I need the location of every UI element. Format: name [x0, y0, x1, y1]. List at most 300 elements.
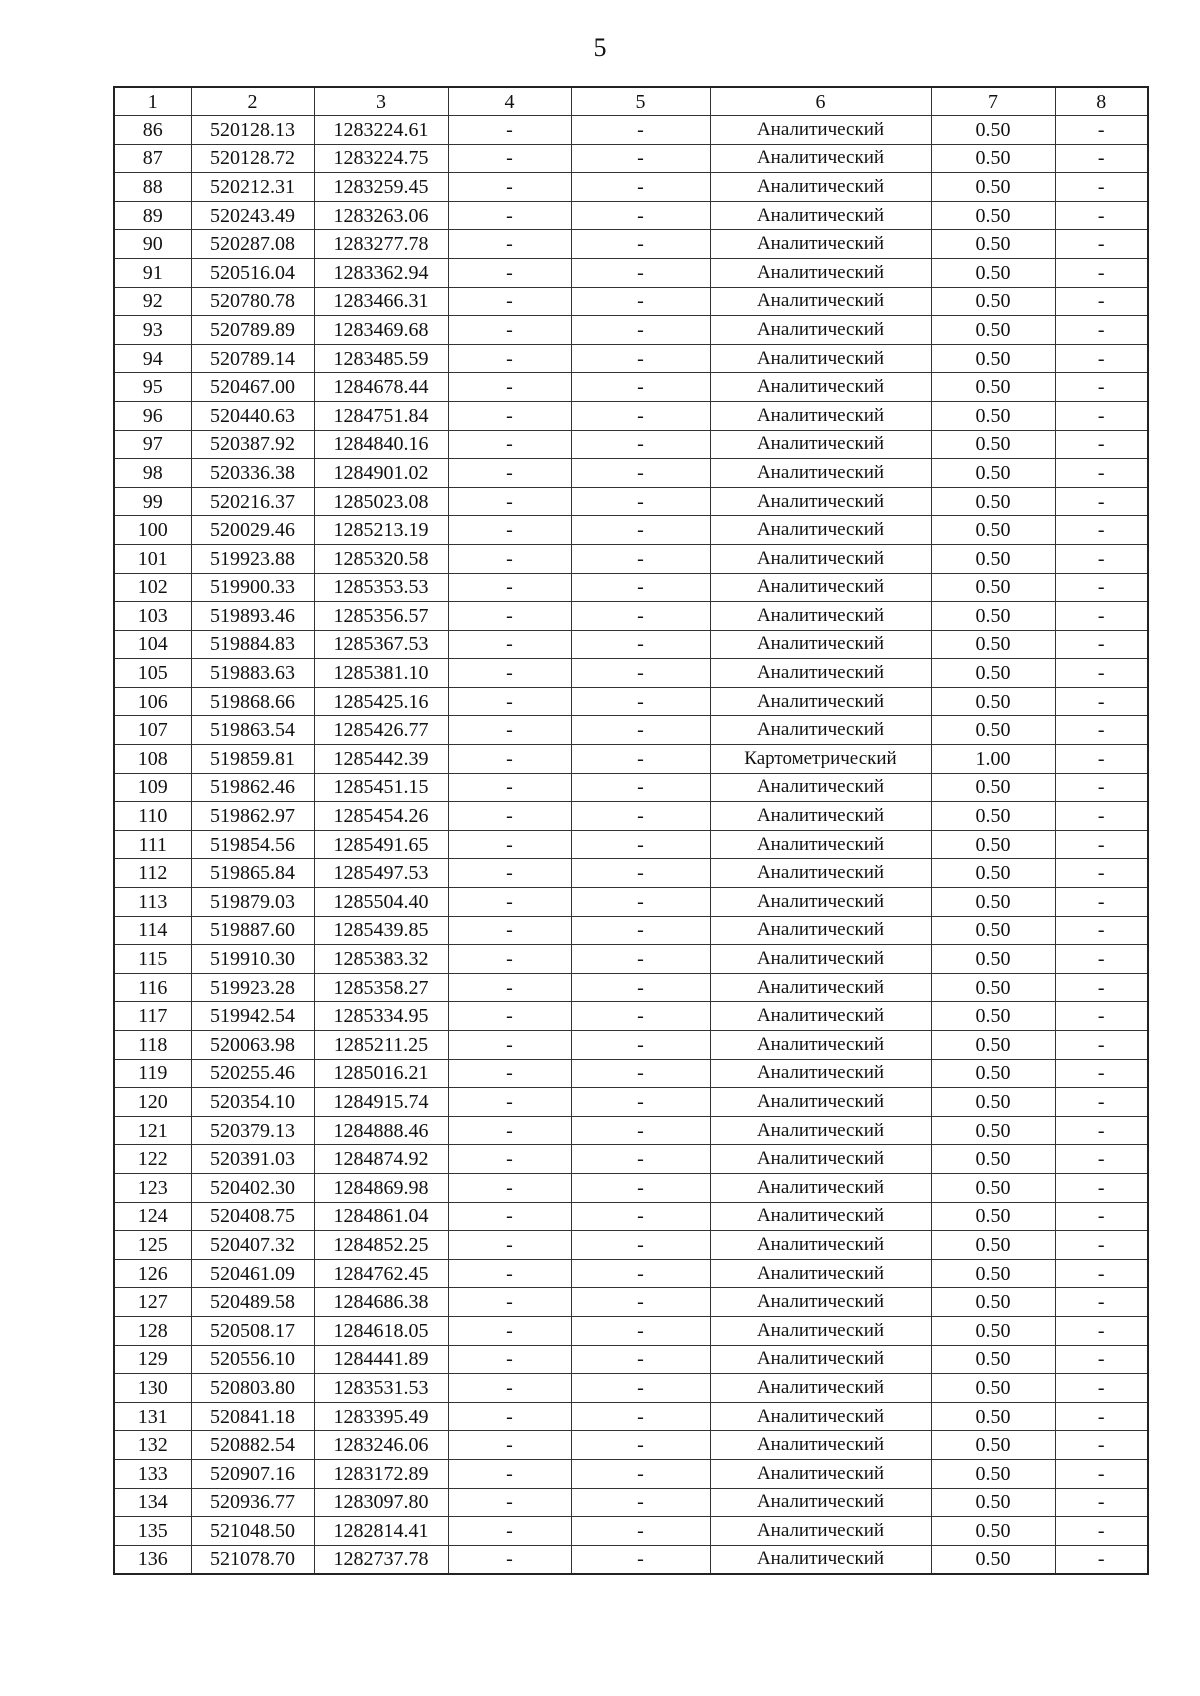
column-8-cell: - — [1055, 430, 1148, 459]
method-cell: Аналитический — [710, 544, 931, 573]
method-cell: Аналитический — [710, 1002, 931, 1031]
table-row — [114, 1145, 1148, 1174]
y-coordinate-cell: 1284762.45 — [314, 1259, 448, 1288]
column-8-cell: - — [1055, 1231, 1148, 1260]
column-5-cell: - — [571, 859, 710, 888]
point-number-cell: 102 — [114, 573, 191, 602]
x-coordinate-cell: 519910.30 — [191, 945, 314, 974]
column-5-cell: - — [571, 316, 710, 345]
method-cell: Аналитический — [710, 973, 931, 1002]
column-4-cell: - — [448, 716, 571, 745]
accuracy-cell: 0.50 — [931, 287, 1055, 316]
column-4-cell: - — [448, 201, 571, 230]
column-5-cell: - — [571, 373, 710, 402]
column-8-cell: - — [1055, 1116, 1148, 1145]
method-cell: Аналитический — [710, 401, 931, 430]
column-5-cell: - — [571, 802, 710, 831]
column-header-5: 5 — [571, 87, 710, 116]
column-4-cell: - — [448, 487, 571, 516]
y-coordinate-cell: 1285320.58 — [314, 544, 448, 573]
method-cell: Аналитический — [710, 916, 931, 945]
x-coordinate-cell: 520556.10 — [191, 1345, 314, 1374]
accuracy-cell: 0.50 — [931, 916, 1055, 945]
table-row — [114, 1459, 1148, 1488]
column-4-cell: - — [448, 1173, 571, 1202]
point-number-cell: 107 — [114, 716, 191, 745]
column-5-cell: - — [571, 745, 710, 774]
y-coordinate-cell: 1285023.08 — [314, 487, 448, 516]
accuracy-cell: 0.50 — [931, 316, 1055, 345]
column-4-cell: - — [448, 1459, 571, 1488]
column-4-cell: - — [448, 945, 571, 974]
column-4-cell: - — [448, 1316, 571, 1345]
point-number-cell: 119 — [114, 1059, 191, 1088]
table-row — [114, 1059, 1148, 1088]
y-coordinate-cell: 1285213.19 — [314, 516, 448, 545]
column-5-cell: - — [571, 973, 710, 1002]
column-8-cell: - — [1055, 344, 1148, 373]
accuracy-cell: 0.50 — [931, 1402, 1055, 1431]
accuracy-cell: 0.50 — [931, 430, 1055, 459]
point-number-cell: 90 — [114, 230, 191, 259]
method-cell: Аналитический — [710, 945, 931, 974]
y-coordinate-cell: 1283224.75 — [314, 144, 448, 173]
column-8-cell: - — [1055, 745, 1148, 774]
column-5-cell: - — [571, 1202, 710, 1231]
table-row — [114, 1116, 1148, 1145]
point-number-cell: 89 — [114, 201, 191, 230]
accuracy-cell: 0.50 — [931, 1145, 1055, 1174]
x-coordinate-cell: 519942.54 — [191, 1002, 314, 1031]
method-cell: Аналитический — [710, 316, 931, 345]
y-coordinate-cell: 1283277.78 — [314, 230, 448, 259]
point-number-cell: 99 — [114, 487, 191, 516]
y-coordinate-cell: 1284888.46 — [314, 1116, 448, 1145]
column-4-cell: - — [448, 888, 571, 917]
column-4-cell: - — [448, 916, 571, 945]
method-cell: Аналитический — [710, 1173, 931, 1202]
x-coordinate-cell: 520029.46 — [191, 516, 314, 545]
column-4-cell: - — [448, 401, 571, 430]
y-coordinate-cell: 1283224.61 — [314, 116, 448, 145]
column-5-cell: - — [571, 144, 710, 173]
column-5-cell: - — [571, 1517, 710, 1546]
column-8-cell: - — [1055, 1402, 1148, 1431]
column-5-cell: - — [571, 945, 710, 974]
table-row — [114, 945, 1148, 974]
method-cell: Аналитический — [710, 1316, 931, 1345]
table-row — [114, 1402, 1148, 1431]
x-coordinate-cell: 520841.18 — [191, 1402, 314, 1431]
x-coordinate-cell: 520882.54 — [191, 1431, 314, 1460]
column-4-cell: - — [448, 973, 571, 1002]
method-cell: Аналитический — [710, 630, 931, 659]
column-4-cell: - — [448, 1545, 571, 1574]
y-coordinate-cell: 1282737.78 — [314, 1545, 448, 1574]
column-4-cell: - — [448, 659, 571, 688]
y-coordinate-cell: 1284751.84 — [314, 401, 448, 430]
accuracy-cell: 0.50 — [931, 401, 1055, 430]
method-cell: Аналитический — [710, 1459, 931, 1488]
table-row — [114, 1431, 1148, 1460]
point-number-cell: 136 — [114, 1545, 191, 1574]
y-coordinate-cell: 1285353.53 — [314, 573, 448, 602]
column-5-cell: - — [571, 116, 710, 145]
point-number-cell: 113 — [114, 888, 191, 917]
point-number-cell: 121 — [114, 1116, 191, 1145]
column-5-cell: - — [571, 258, 710, 287]
column-4-cell: - — [448, 1202, 571, 1231]
method-cell: Аналитический — [710, 430, 931, 459]
accuracy-cell: 0.50 — [931, 945, 1055, 974]
table-row — [114, 1316, 1148, 1345]
column-5-cell: - — [571, 1116, 710, 1145]
y-coordinate-cell: 1283469.68 — [314, 316, 448, 345]
column-5-cell: - — [571, 287, 710, 316]
accuracy-cell: 0.50 — [931, 1173, 1055, 1202]
x-coordinate-cell: 520516.04 — [191, 258, 314, 287]
y-coordinate-cell: 1283246.06 — [314, 1431, 448, 1460]
column-8-cell: - — [1055, 401, 1148, 430]
point-number-cell: 133 — [114, 1459, 191, 1488]
y-coordinate-cell: 1284678.44 — [314, 373, 448, 402]
column-4-cell: - — [448, 1374, 571, 1403]
column-8-cell: - — [1055, 1259, 1148, 1288]
column-5-cell: - — [571, 1374, 710, 1403]
table-row — [114, 859, 1148, 888]
column-8-cell: - — [1055, 945, 1148, 974]
x-coordinate-cell: 520440.63 — [191, 401, 314, 430]
point-number-cell: 132 — [114, 1431, 191, 1460]
column-5-cell: - — [571, 916, 710, 945]
table-row — [114, 802, 1148, 831]
point-number-cell: 125 — [114, 1231, 191, 1260]
column-4-cell: - — [448, 1145, 571, 1174]
column-5-cell: - — [571, 773, 710, 802]
method-cell: Аналитический — [710, 373, 931, 402]
point-number-cell: 126 — [114, 1259, 191, 1288]
table-row — [114, 1002, 1148, 1031]
table-row — [114, 258, 1148, 287]
point-number-cell: 120 — [114, 1088, 191, 1117]
y-coordinate-cell: 1284869.98 — [314, 1173, 448, 1202]
point-number-cell: 117 — [114, 1002, 191, 1031]
accuracy-cell: 0.50 — [931, 1545, 1055, 1574]
accuracy-cell: 0.50 — [931, 487, 1055, 516]
x-coordinate-cell: 520255.46 — [191, 1059, 314, 1088]
column-8-cell: - — [1055, 602, 1148, 631]
column-8-cell: - — [1055, 1517, 1148, 1546]
point-number-cell: 100 — [114, 516, 191, 545]
point-number-cell: 122 — [114, 1145, 191, 1174]
coordinates-table — [113, 86, 1149, 1575]
x-coordinate-cell: 520063.98 — [191, 1031, 314, 1060]
column-header-2: 2 — [191, 87, 314, 116]
y-coordinate-cell: 1285491.65 — [314, 830, 448, 859]
accuracy-cell: 0.50 — [931, 773, 1055, 802]
y-coordinate-cell: 1285451.15 — [314, 773, 448, 802]
accuracy-cell: 0.50 — [931, 1002, 1055, 1031]
column-5-cell: - — [571, 1002, 710, 1031]
table-row — [114, 173, 1148, 202]
table-row — [114, 1488, 1148, 1517]
y-coordinate-cell: 1285367.53 — [314, 630, 448, 659]
accuracy-cell: 0.50 — [931, 1374, 1055, 1403]
table-row — [114, 373, 1148, 402]
method-cell: Аналитический — [710, 1517, 931, 1546]
table-row — [114, 602, 1148, 631]
method-cell: Аналитический — [710, 859, 931, 888]
x-coordinate-cell: 520803.80 — [191, 1374, 314, 1403]
y-coordinate-cell: 1285381.10 — [314, 659, 448, 688]
method-cell: Аналитический — [710, 344, 931, 373]
point-number-cell: 98 — [114, 459, 191, 488]
column-4-cell: - — [448, 116, 571, 145]
column-5-cell: - — [571, 1088, 710, 1117]
point-number-cell: 93 — [114, 316, 191, 345]
column-4-cell: - — [448, 687, 571, 716]
point-number-cell: 97 — [114, 430, 191, 459]
column-5-cell: - — [571, 830, 710, 859]
y-coordinate-cell: 1285358.27 — [314, 973, 448, 1002]
column-8-cell: - — [1055, 1374, 1148, 1403]
y-coordinate-cell: 1285383.32 — [314, 945, 448, 974]
y-coordinate-cell: 1285426.77 — [314, 716, 448, 745]
method-cell: Аналитический — [710, 802, 931, 831]
x-coordinate-cell: 519887.60 — [191, 916, 314, 945]
y-coordinate-cell: 1283263.06 — [314, 201, 448, 230]
accuracy-cell: 0.50 — [931, 1231, 1055, 1260]
column-4-cell: - — [448, 430, 571, 459]
x-coordinate-cell: 520461.09 — [191, 1259, 314, 1288]
column-5-cell: - — [571, 1173, 710, 1202]
y-coordinate-cell: 1283395.49 — [314, 1402, 448, 1431]
accuracy-cell: 0.50 — [931, 344, 1055, 373]
column-8-cell: - — [1055, 659, 1148, 688]
column-4-cell: - — [448, 144, 571, 173]
column-header-3: 3 — [314, 87, 448, 116]
x-coordinate-cell: 519868.66 — [191, 687, 314, 716]
y-coordinate-cell: 1285211.25 — [314, 1031, 448, 1060]
x-coordinate-cell: 519854.56 — [191, 830, 314, 859]
method-cell: Аналитический — [710, 1259, 931, 1288]
column-8-cell: - — [1055, 1316, 1148, 1345]
x-coordinate-cell: 520402.30 — [191, 1173, 314, 1202]
table-row — [114, 459, 1148, 488]
accuracy-cell: 0.50 — [931, 687, 1055, 716]
y-coordinate-cell: 1283259.45 — [314, 173, 448, 202]
column-4-cell: - — [448, 344, 571, 373]
column-5-cell: - — [571, 1316, 710, 1345]
column-4-cell: - — [448, 316, 571, 345]
column-4-cell: - — [448, 459, 571, 488]
method-cell: Аналитический — [710, 573, 931, 602]
table-row — [114, 1259, 1148, 1288]
point-number-cell: 116 — [114, 973, 191, 1002]
accuracy-cell: 0.50 — [931, 1116, 1055, 1145]
column-5-cell: - — [571, 687, 710, 716]
method-cell: Аналитический — [710, 173, 931, 202]
point-number-cell: 130 — [114, 1374, 191, 1403]
column-5-cell: - — [571, 1459, 710, 1488]
point-number-cell: 95 — [114, 373, 191, 402]
x-coordinate-cell: 520287.08 — [191, 230, 314, 259]
column-8-cell: - — [1055, 888, 1148, 917]
y-coordinate-cell: 1284618.05 — [314, 1316, 448, 1345]
table-row — [114, 516, 1148, 545]
accuracy-cell: 0.50 — [931, 373, 1055, 402]
accuracy-cell: 0.50 — [931, 888, 1055, 917]
column-5-cell: - — [571, 1545, 710, 1574]
table-row — [114, 573, 1148, 602]
table-body — [114, 116, 1148, 1575]
y-coordinate-cell: 1285442.39 — [314, 745, 448, 774]
accuracy-cell: 0.50 — [931, 602, 1055, 631]
x-coordinate-cell: 519893.46 — [191, 602, 314, 631]
point-number-cell: 88 — [114, 173, 191, 202]
method-cell: Аналитический — [710, 716, 931, 745]
y-coordinate-cell: 1284901.02 — [314, 459, 448, 488]
column-5-cell: - — [571, 201, 710, 230]
point-number-cell: 134 — [114, 1488, 191, 1517]
point-number-cell: 118 — [114, 1031, 191, 1060]
table-row — [114, 1345, 1148, 1374]
x-coordinate-cell: 520128.72 — [191, 144, 314, 173]
column-header-4: 4 — [448, 87, 571, 116]
accuracy-cell: 0.50 — [931, 516, 1055, 545]
column-8-cell: - — [1055, 144, 1148, 173]
point-number-cell: 94 — [114, 344, 191, 373]
point-number-cell: 112 — [114, 859, 191, 888]
method-cell: Аналитический — [710, 1231, 931, 1260]
column-8-cell: - — [1055, 830, 1148, 859]
column-5-cell: - — [571, 630, 710, 659]
x-coordinate-cell: 519883.63 — [191, 659, 314, 688]
y-coordinate-cell: 1284686.38 — [314, 1288, 448, 1317]
y-coordinate-cell: 1285439.85 — [314, 916, 448, 945]
method-cell: Аналитический — [710, 659, 931, 688]
method-cell: Картометрический — [710, 745, 931, 774]
x-coordinate-cell: 520489.58 — [191, 1288, 314, 1317]
accuracy-cell: 0.50 — [931, 173, 1055, 202]
table-row — [114, 1173, 1148, 1202]
column-8-cell: - — [1055, 1459, 1148, 1488]
x-coordinate-cell: 519862.46 — [191, 773, 314, 802]
column-5-cell: - — [571, 430, 710, 459]
table-row — [114, 1517, 1148, 1546]
method-cell: Аналитический — [710, 1059, 931, 1088]
accuracy-cell: 0.50 — [931, 116, 1055, 145]
point-number-cell: 129 — [114, 1345, 191, 1374]
x-coordinate-cell: 520408.75 — [191, 1202, 314, 1231]
accuracy-cell: 0.50 — [931, 1517, 1055, 1546]
y-coordinate-cell: 1285334.95 — [314, 1002, 448, 1031]
x-coordinate-cell: 520379.13 — [191, 1116, 314, 1145]
table-row — [114, 687, 1148, 716]
method-cell: Аналитический — [710, 773, 931, 802]
column-5-cell: - — [571, 659, 710, 688]
method-cell: Аналитический — [710, 487, 931, 516]
column-8-cell: - — [1055, 1145, 1148, 1174]
column-5-cell: - — [571, 459, 710, 488]
y-coordinate-cell: 1285016.21 — [314, 1059, 448, 1088]
x-coordinate-cell: 519923.88 — [191, 544, 314, 573]
x-coordinate-cell: 520212.31 — [191, 173, 314, 202]
x-coordinate-cell: 520336.38 — [191, 459, 314, 488]
x-coordinate-cell: 520789.89 — [191, 316, 314, 345]
x-coordinate-cell: 520354.10 — [191, 1088, 314, 1117]
point-number-cell: 103 — [114, 602, 191, 631]
point-number-cell: 87 — [114, 144, 191, 173]
column-5-cell: - — [571, 602, 710, 631]
column-8-cell: - — [1055, 287, 1148, 316]
point-number-cell: 111 — [114, 830, 191, 859]
x-coordinate-cell: 520467.00 — [191, 373, 314, 402]
column-4-cell: - — [448, 859, 571, 888]
x-coordinate-cell: 519923.28 — [191, 973, 314, 1002]
column-8-cell: - — [1055, 1088, 1148, 1117]
y-coordinate-cell: 1285497.53 — [314, 859, 448, 888]
method-cell: Аналитический — [710, 1031, 931, 1060]
column-4-cell: - — [448, 173, 571, 202]
accuracy-cell: 0.50 — [931, 1459, 1055, 1488]
y-coordinate-cell: 1283466.31 — [314, 287, 448, 316]
x-coordinate-cell: 520387.92 — [191, 430, 314, 459]
accuracy-cell: 0.50 — [931, 1431, 1055, 1460]
column-8-cell: - — [1055, 716, 1148, 745]
accuracy-cell: 0.50 — [931, 144, 1055, 173]
column-8-cell: - — [1055, 1002, 1148, 1031]
table-row — [114, 1031, 1148, 1060]
column-5-cell: - — [571, 1345, 710, 1374]
x-coordinate-cell: 521048.50 — [191, 1517, 314, 1546]
table-row — [114, 287, 1148, 316]
x-coordinate-cell: 519859.81 — [191, 745, 314, 774]
method-cell: Аналитический — [710, 116, 931, 145]
column-5-cell: - — [571, 1259, 710, 1288]
column-4-cell: - — [448, 830, 571, 859]
accuracy-cell: 0.50 — [931, 1316, 1055, 1345]
point-number-cell: 123 — [114, 1173, 191, 1202]
column-8-cell: - — [1055, 1545, 1148, 1574]
column-4-cell: - — [448, 1002, 571, 1031]
column-4-cell: - — [448, 544, 571, 573]
method-cell: Аналитический — [710, 687, 931, 716]
column-8-cell: - — [1055, 230, 1148, 259]
x-coordinate-cell: 519900.33 — [191, 573, 314, 602]
column-8-cell: - — [1055, 573, 1148, 602]
accuracy-cell: 0.50 — [931, 201, 1055, 230]
column-header-7: 7 — [931, 87, 1055, 116]
table-row — [114, 745, 1148, 774]
x-coordinate-cell: 519884.83 — [191, 630, 314, 659]
column-8-cell: - — [1055, 1202, 1148, 1231]
accuracy-cell: 0.50 — [931, 258, 1055, 287]
method-cell: Аналитический — [710, 201, 931, 230]
column-8-cell: - — [1055, 973, 1148, 1002]
method-cell: Аналитический — [710, 830, 931, 859]
column-4-cell: - — [448, 1345, 571, 1374]
column-5-cell: - — [571, 173, 710, 202]
column-8-cell: - — [1055, 1431, 1148, 1460]
column-5-cell: - — [571, 1031, 710, 1060]
column-5-cell: - — [571, 344, 710, 373]
column-8-cell: - — [1055, 316, 1148, 345]
column-4-cell: - — [448, 1288, 571, 1317]
column-4-cell: - — [448, 1488, 571, 1517]
accuracy-cell: 0.50 — [931, 1488, 1055, 1517]
x-coordinate-cell: 519862.97 — [191, 802, 314, 831]
